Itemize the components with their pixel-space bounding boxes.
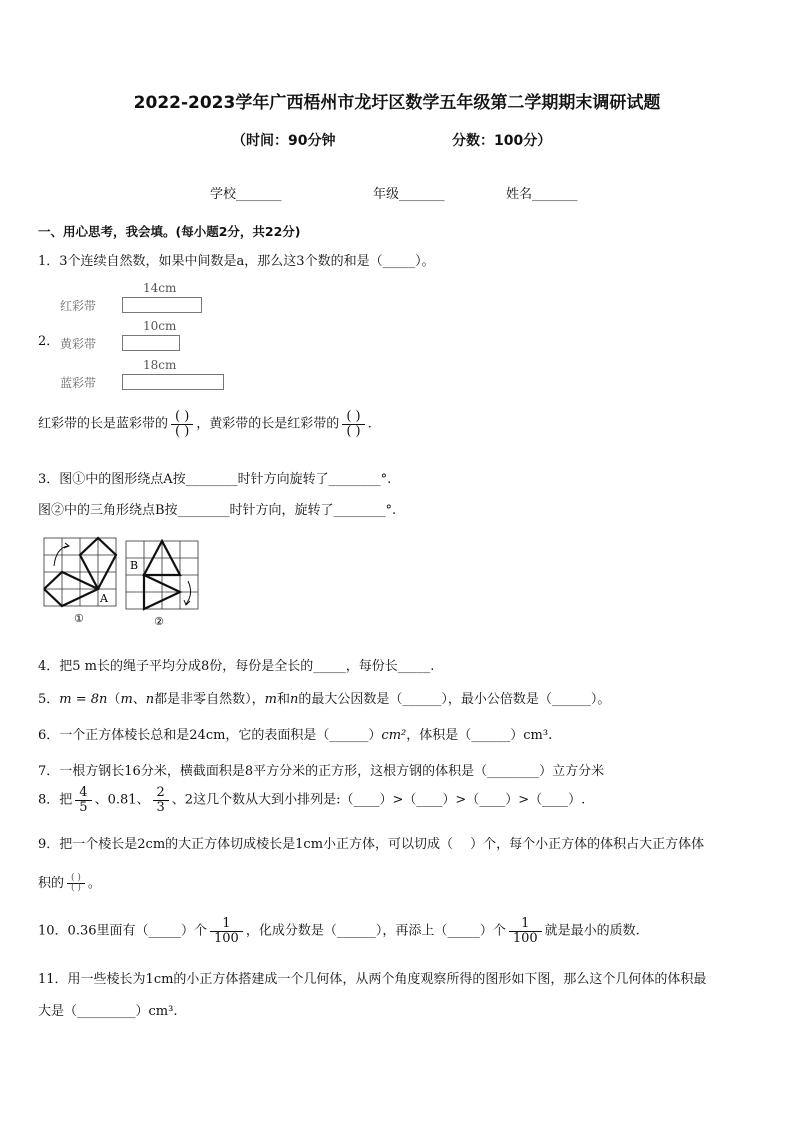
q2-frac2-num: ( ) (342, 410, 364, 425)
figure-1-arrow (54, 546, 68, 566)
question-9-line1: 9．把一个棱长是2cm的大正方体切成棱长是1cm小正方体，可以切成（ ）个，每个小正方体的体积占大正方体体 (38, 837, 705, 852)
ribbon-red-label: 红彩带 (60, 299, 97, 313)
question-8 (38, 786, 585, 814)
ribbon-yellow-label: 黄彩带 (60, 337, 97, 351)
ribbon-blue-bar (122, 374, 224, 390)
q5-var-m: m (120, 692, 133, 707)
q10-text-a: 10．0.36里面有（_____）个 (38, 923, 207, 939)
q5-var-m2: m (264, 692, 277, 707)
q2-text-c: . (367, 416, 372, 432)
question-5 (38, 688, 610, 707)
name-field: 姓名_______ (506, 187, 578, 202)
point-a-label: A (100, 592, 108, 605)
question-3-line1: 3．图①中的图形绕点A按________时针方向旋转了________°. (38, 472, 392, 487)
q9-end: 。 (87, 876, 101, 891)
figure-1-label: ① (74, 612, 84, 625)
q5-sep: 、 (132, 692, 146, 707)
q8-frac2-num: 2 (153, 786, 169, 801)
q10-text-c: 就是最小的质数. (544, 923, 640, 939)
question-7: 7．一根方钢长16分米，横截面积是8平方分米的正方形，这根方钢的体积是（________）立方分米 (38, 764, 605, 779)
question-10 (38, 917, 640, 945)
q8-frac1-num: 4 (75, 786, 91, 801)
q5-text-d: 和 (277, 692, 291, 707)
q10-fraction-1 (210, 917, 243, 945)
q6-text-a: 6．一个正方体棱长总和是24cm，它的表面积是（______） (38, 728, 382, 743)
question-2-number: 2． (38, 334, 60, 349)
q5-open: （ (107, 692, 121, 707)
q6-unit: cm² (381, 728, 407, 743)
q9-text: 积的 (38, 876, 65, 891)
q5-text-e: 的最大公因数是（______），最小公倍数是（______）。 (298, 692, 611, 707)
q5-num: 5． (38, 692, 60, 707)
q2-frac1-num: ( ) (171, 410, 193, 425)
grade-field: 年级_______ (373, 187, 445, 202)
exam-score: 分数：100分） (452, 133, 552, 149)
school-field: 学校_______ (210, 187, 282, 202)
q8-fraction-2 (153, 786, 169, 814)
ribbon-blue-label: 蓝彩带 (60, 376, 97, 390)
q8-fraction-1 (75, 786, 91, 814)
figure-2-label: ② (154, 615, 164, 628)
question-9-line2 (38, 872, 101, 893)
question-1: 1．3个连续自然数，如果中间数是a，那么这3个数的和是（_____）。 (38, 254, 435, 269)
section-heading: 一、用心思考，我会填。(每小题2分，共22分) (38, 224, 301, 239)
q9-frac-den: ( ) (71, 883, 81, 893)
q10-frac1-num: 1 (210, 917, 243, 932)
ribbon-yellow-bar (122, 335, 180, 351)
q6-text-b: ，体积是（______）cm³. (406, 728, 553, 743)
q9-frac-num: ( ) (67, 874, 85, 884)
ribbon-yellow-dim: 10cm (143, 319, 177, 333)
q2-frac1-den: ( ) (175, 423, 190, 439)
figure-2-arrow (186, 581, 191, 604)
ribbon-red-bar (122, 297, 202, 313)
q5-equation: m = 8n (59, 692, 108, 707)
q2-fraction-2 (342, 410, 364, 438)
q8-frac1-den: 5 (79, 799, 88, 815)
q10-frac2-den: 100 (512, 930, 538, 946)
question-2-text (38, 410, 372, 438)
q2-text-a: 红彩带的长是蓝彩带的 (38, 416, 169, 432)
q10-frac1-den: 100 (214, 930, 239, 946)
q8-text-a: 8．把 (38, 792, 73, 808)
q8-text-b: 、0.81、 (94, 792, 150, 808)
q2-fraction-1 (171, 410, 193, 438)
q2-text-b: ，黄彩带的长是红彩带的 (196, 416, 340, 432)
point-b-label: B (130, 559, 139, 572)
q8-text-c: 、2这几个数从大到小排列是:（____）>（____）>（____）>（____）. (171, 792, 586, 808)
q8-frac2-den: 3 (156, 799, 165, 815)
q10-frac2-num: 1 (509, 917, 542, 932)
q5-var-n2: n (290, 692, 299, 707)
ribbon-blue-dim: 18cm (143, 358, 177, 372)
question-4: 4．把5 m长的绳子平均分成8份，每份是全长的_____，每份长_____. (38, 659, 435, 674)
q5-var-n: n (145, 692, 155, 707)
q9-fraction (67, 874, 85, 894)
question-11-line2: 大是（_________）cm³. (38, 1004, 178, 1019)
q10-text-b: ，化成分数是（______），再添上（_____）个 (245, 923, 506, 939)
ribbon-red-dim: 14cm (143, 281, 177, 295)
q2-frac2-den: ( ) (346, 423, 361, 439)
question-11-line1: 11．用一些棱长为1cm的小正方体搭建成一个几何体，从两个角度观察所得的图形如下图，那么这个几何体的体积最 (38, 972, 707, 987)
rotation-figures (42, 536, 202, 628)
exam-time: （时间：90分钟 (232, 133, 336, 149)
question-6 (38, 724, 552, 743)
q5-text-c: 都是非零自然数）， (154, 692, 265, 707)
q10-fraction-2 (509, 917, 542, 945)
page-title: 2022-2023学年广西梧州市龙圩区数学五年级第二学期期末调研试题 (133, 93, 661, 113)
question-3-line2: 图②中的三角形绕点B按________时针方向，旋转了________°. (38, 503, 397, 518)
